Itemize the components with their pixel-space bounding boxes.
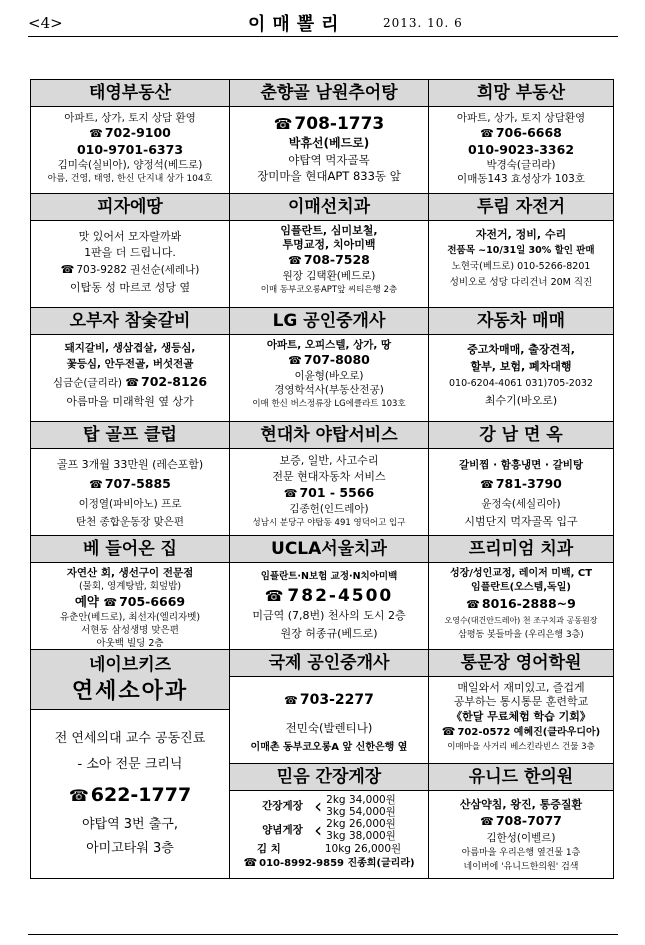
ad-text: 경영학석사(부동산전공) bbox=[274, 384, 384, 396]
ad-unid-oriental-clinic bbox=[429, 764, 613, 878]
ad-address: 야탑역 3번 출구, bbox=[81, 817, 179, 832]
ad-phone: 708-7077 bbox=[495, 813, 562, 828]
ad-title: 통문장 영어학원 bbox=[429, 650, 613, 677]
ad-text: 심금순(글리라) bbox=[52, 377, 122, 389]
ad-title: 유니드 한의원 bbox=[429, 764, 613, 791]
bracket-icon: ‹ bbox=[314, 794, 323, 818]
phone-icon: ☎ bbox=[264, 587, 286, 605]
ad-text: 공부하는 통시통문 훈련학교 bbox=[453, 695, 589, 708]
ad-address: 미금역 (7,8번) 천사의 도시 2층 bbox=[252, 609, 406, 622]
phone-icon: ☎ bbox=[273, 115, 293, 133]
phone-icon: ☎ bbox=[441, 725, 456, 738]
ad-text: - 소아 전문 크리닉 bbox=[77, 757, 183, 772]
ad-title: UCLA서울치과 bbox=[230, 536, 428, 563]
ad-address: 이매촌 동부코오롱A 앞 신한은행 옆 bbox=[250, 742, 408, 753]
ad-phone: 8016-2888~9 bbox=[481, 596, 576, 611]
ad-text: 임플란트(오스템,독일) bbox=[471, 582, 571, 593]
ad-phone: 701 - 5566 bbox=[299, 485, 375, 500]
bracket-icon: ‹ bbox=[314, 818, 323, 842]
ad-phone: 707-8080 bbox=[303, 352, 370, 367]
ad-gangnam-myeonok bbox=[429, 422, 613, 536]
ad-navekids-pediatrics bbox=[31, 650, 230, 878]
ad-subtitle: 연세소아과 bbox=[71, 679, 189, 704]
price-row bbox=[230, 818, 428, 842]
phone-icon: ☎ bbox=[283, 487, 298, 500]
ad-phone-2: 010-9023-3362 bbox=[467, 142, 575, 157]
price-list bbox=[230, 794, 428, 856]
ad-phone: 010-6204-4061 031)705-2032 bbox=[449, 378, 593, 389]
ad-phone: 708-7528 bbox=[303, 252, 370, 267]
ad-text: 네이버에 '유니드한의원' 검색 bbox=[463, 862, 579, 872]
phone-icon: ☎ bbox=[68, 786, 89, 805]
ad-taeyoung-realty bbox=[31, 80, 230, 194]
phone-icon: ☎ bbox=[480, 127, 494, 140]
ad-text: 성장/성인교정, 레이저 미백, CT bbox=[449, 568, 593, 579]
ad-chunhyanggol-chueotang bbox=[230, 80, 429, 194]
ad-lg-realty bbox=[230, 308, 429, 422]
ad-text: 꽃등심, 안두전골, 버섯전골 bbox=[66, 358, 194, 370]
ad-phone: 622-1777 bbox=[90, 784, 192, 806]
price-label: 간장게장 bbox=[262, 800, 303, 812]
ad-title: LG 공인중개사 bbox=[230, 308, 428, 335]
ad-phone: 703-2277 bbox=[299, 692, 374, 708]
phone-icon: ☎ bbox=[466, 598, 480, 611]
ad-baedeuleoon-jip bbox=[31, 536, 230, 650]
reservation-label: 예약 bbox=[74, 594, 99, 609]
ad-gukje-realty bbox=[230, 650, 429, 764]
ad-address: 이매동143 효성상가 103호 bbox=[457, 173, 585, 185]
ad-address: 성비오로 성당 다리건너 20M 직진 bbox=[449, 277, 593, 288]
ad-text: 김종헌(인드레아) bbox=[289, 503, 369, 515]
price-value: 26,000원 bbox=[354, 843, 402, 855]
ad-title: 희망 부동산 bbox=[429, 80, 613, 107]
phone-icon: ☎ bbox=[60, 263, 75, 276]
phone-icon: ☎ bbox=[243, 856, 258, 869]
ad-title: 이매선치과 bbox=[230, 194, 428, 221]
ad-text: 매일와서 재미있고, 즐겁게 bbox=[457, 681, 585, 694]
ad-text: 야탑역 먹자골목 bbox=[288, 153, 370, 167]
ad-address: 장미마을 현대APT 833동 앞 bbox=[257, 169, 401, 183]
ad-title: 네이브키즈 bbox=[88, 655, 172, 675]
ad-text: 임플란트·N보험 교정·N치아미백 bbox=[260, 571, 398, 582]
ad-title: 오부자 참숯갈비 bbox=[31, 308, 229, 335]
ad-text: 이윤형(바오로) bbox=[294, 370, 364, 382]
ad-title: 탑 골프 클럽 bbox=[31, 422, 229, 449]
ad-car-trading bbox=[429, 308, 613, 422]
phone-icon: ☎ bbox=[125, 376, 140, 389]
ad-phone: 702-0572 예혜진(클라우디아) bbox=[457, 727, 601, 738]
ad-address: 시범단지 먹자골목 입구 bbox=[464, 515, 578, 528]
ad-phone: 705-6669 bbox=[119, 594, 186, 609]
ad-text: 자연산 회, 생선구이 전문점 bbox=[66, 567, 194, 579]
ad-pizza-etang bbox=[31, 194, 230, 308]
ad-phone: 702-9100 bbox=[104, 125, 171, 140]
ad-text: 보증, 일반, 사고수리 bbox=[279, 454, 379, 467]
phone-icon: ☎ bbox=[480, 815, 494, 828]
phone-icon: ☎ bbox=[480, 478, 494, 491]
ad-title: 태영부동산 bbox=[31, 80, 229, 107]
ad-phone: 703-9282 권선순(세레나) bbox=[76, 264, 200, 276]
ad-text: 윤정숙(세실리아) bbox=[481, 498, 561, 510]
ad-text: (물회, 영계탕밥, 회덮밥) bbox=[78, 581, 182, 592]
ad-text: 최수기(바오로) bbox=[484, 394, 558, 407]
ad-title: 춘향골 남원추어탕 bbox=[230, 80, 428, 107]
ad-text: 이정열(파비아노) 프로 bbox=[78, 498, 182, 510]
ad-title: 믿음 간장게장 bbox=[230, 764, 428, 791]
ad-title: 프리미엄 치과 bbox=[429, 536, 613, 563]
price-row bbox=[230, 842, 428, 856]
ad-address: 삼평동 봇들마을 (우리은행 3층) bbox=[458, 630, 584, 640]
phone-icon: ☎ bbox=[288, 254, 302, 267]
ad-text: 자전거, 정비, 수리 bbox=[475, 228, 567, 241]
price-value: 34,000원 bbox=[348, 794, 396, 806]
phone-icon: ☎ bbox=[89, 478, 103, 491]
ad-obuja-galbi bbox=[31, 308, 230, 422]
ad-text: 유춘안(베드로), 최선자(엘리자벳) bbox=[59, 612, 201, 623]
ad-phone: 782-4500 bbox=[287, 586, 394, 606]
price-size: 2kg bbox=[326, 818, 346, 830]
ad-title: 국제 공인중개사 bbox=[230, 650, 428, 677]
issue-date: 2013. 10. 6 bbox=[383, 16, 463, 30]
ad-address: 탄천 종합운동장 맞은편 bbox=[75, 516, 185, 528]
ad-turim-bicycle bbox=[429, 194, 613, 308]
ad-phone-2: 010-9701-6373 bbox=[76, 142, 184, 157]
ad-tongmunjang-english bbox=[429, 650, 613, 764]
ad-address: 아미고타워 3층 bbox=[86, 841, 174, 856]
ad-text: 할부, 보험, 폐차대행 bbox=[470, 360, 572, 373]
phone-icon: ☎ bbox=[103, 596, 118, 609]
ad-text: 임플란트, 심미보철, bbox=[280, 224, 378, 237]
price-size: 3kg bbox=[326, 806, 346, 818]
ad-text: 전 연세의대 교수 공동진료 bbox=[54, 731, 206, 746]
ad-text: 박경숙(글리라) bbox=[486, 159, 556, 171]
ad-text: 전품목 ~10/31일 30% 할인 판매 bbox=[447, 245, 595, 256]
price-size: 3kg bbox=[326, 830, 346, 842]
ad-phone: 707-5885 bbox=[104, 476, 171, 491]
ad-text: 맛 있어서 모자랄까봐 bbox=[78, 230, 182, 243]
ad-text: 돼지갈비, 생삼겹살, 생등심, bbox=[64, 342, 196, 354]
ad-title: 베 들어온 집 bbox=[31, 536, 229, 563]
ad-premium-dental bbox=[429, 536, 613, 650]
ad-top-golf-club bbox=[31, 422, 230, 536]
ad-address: 아름마을 미래학원 옆 상가 bbox=[66, 395, 194, 408]
price-value: 54,000원 bbox=[348, 806, 396, 818]
ad-text: 골프 3개월 33만원 (레슨포함) bbox=[56, 458, 204, 471]
ad-text: 산삼약침, 왕진, 통증질환 bbox=[459, 798, 583, 811]
ad-title: 자동차 매매 bbox=[429, 308, 613, 335]
ad-text: 중고차매매, 출장견적, bbox=[467, 343, 575, 356]
ad-imaesun-dental bbox=[230, 194, 429, 308]
ad-title: 피자에땅 bbox=[31, 194, 229, 221]
ad-text: 김미숙(실비아), 양정석(베드로) bbox=[57, 159, 203, 171]
price-label: 김 치 bbox=[256, 843, 281, 855]
ad-phone: 702-8126 bbox=[141, 374, 208, 389]
ad-text: 아파트, 상가, 토지 상담 환영 bbox=[64, 112, 196, 124]
ad-phone: 781-3790 bbox=[495, 476, 562, 491]
ad-text: 아파트, 상가, 토지 상담환영 bbox=[456, 112, 586, 124]
ad-phone: 노현국(베드로) 010-5266-8201 bbox=[451, 261, 591, 272]
ad-text: 박휴선(베드로) bbox=[288, 136, 370, 150]
ad-address: 이탑동 성 마르코 성당 옆 bbox=[69, 281, 191, 294]
ad-hyundai-service bbox=[230, 422, 429, 536]
price-value: 26,000원 bbox=[348, 818, 396, 830]
ad-huimang-realty bbox=[429, 80, 613, 194]
ad-text: 오영수(대건안드레아) 천 조구치과 공동원장 bbox=[444, 616, 598, 625]
ad-address: 이매 동부코오롱APT앞 씨티은행 2층 bbox=[260, 285, 398, 295]
ad-title: 강 남 면 옥 bbox=[429, 422, 613, 449]
ad-address: 성남시 분당구 야탑동 491 영덕어고 입구 bbox=[252, 518, 406, 528]
phone-icon: ☎ bbox=[284, 694, 298, 707]
ad-address: 이매 한신 버스정류장 LG에클라트 103호 bbox=[252, 399, 406, 409]
ad-ucla-dental bbox=[230, 536, 429, 650]
ad-address: 서현동 삼성생명 맞은편 bbox=[81, 625, 179, 636]
ad-address: 아웃백 빌딩 2층 bbox=[96, 638, 164, 649]
price-label: 양념게장 bbox=[262, 824, 303, 836]
price-value: 38,000원 bbox=[348, 830, 396, 842]
ad-address: 이매마을 사거리 베스킨라빈스 건물 3층 bbox=[447, 742, 595, 752]
page-header bbox=[28, 10, 618, 38]
ad-mideum-ganjang-gejang bbox=[230, 764, 429, 878]
phone-icon: ☎ bbox=[89, 127, 103, 140]
price-size: 2kg bbox=[326, 794, 346, 806]
ad-text: 갈비찜 · 함흥냉면 · 갈비탕 bbox=[458, 459, 584, 471]
ad-text: 전민숙(발렌티나) bbox=[285, 721, 373, 735]
price-size: 10kg bbox=[324, 843, 351, 855]
ad-phone: 708-1773 bbox=[294, 114, 385, 134]
ad-text: 아파트, 오피스텔, 상가, 땅 bbox=[266, 339, 392, 351]
phone-icon: ☎ bbox=[288, 354, 302, 367]
ad-title: 투림 자전거 bbox=[429, 194, 613, 221]
ad-grid bbox=[30, 79, 614, 879]
price-row bbox=[230, 794, 428, 818]
ad-text: 김한성(이벨르) bbox=[486, 832, 556, 844]
ad-text: 《한달 무료체험 학습 기회》 bbox=[451, 710, 591, 723]
page-number: <4> bbox=[28, 14, 63, 32]
ad-text: 투명교정, 치아미백 bbox=[282, 238, 376, 251]
ad-text: 원장 허종규(베드로) bbox=[280, 627, 378, 640]
ad-address: 아름마을 우리은행 옆건물 1층 bbox=[461, 848, 581, 858]
ad-title-block bbox=[31, 650, 229, 710]
ad-text: 원장 김택환(베드로) bbox=[282, 270, 376, 282]
ad-text: 전문 현대자동차 서비스 bbox=[272, 470, 386, 483]
ad-address: 아름, 건영, 태영, 한신 단지내 상가 104호 bbox=[47, 174, 213, 184]
ad-phone: 706-6668 bbox=[495, 125, 562, 140]
header-rule bbox=[28, 36, 618, 37]
ad-phone: 010-8992-9859 진종희(글리라) bbox=[259, 858, 415, 869]
ad-title: 현대차 야탑서비스 bbox=[230, 422, 428, 449]
ad-text: 1판을 더 드립니다. bbox=[84, 246, 176, 259]
newsletter-title: 이매뽈리 bbox=[248, 14, 346, 35]
footer-rule bbox=[28, 934, 618, 935]
